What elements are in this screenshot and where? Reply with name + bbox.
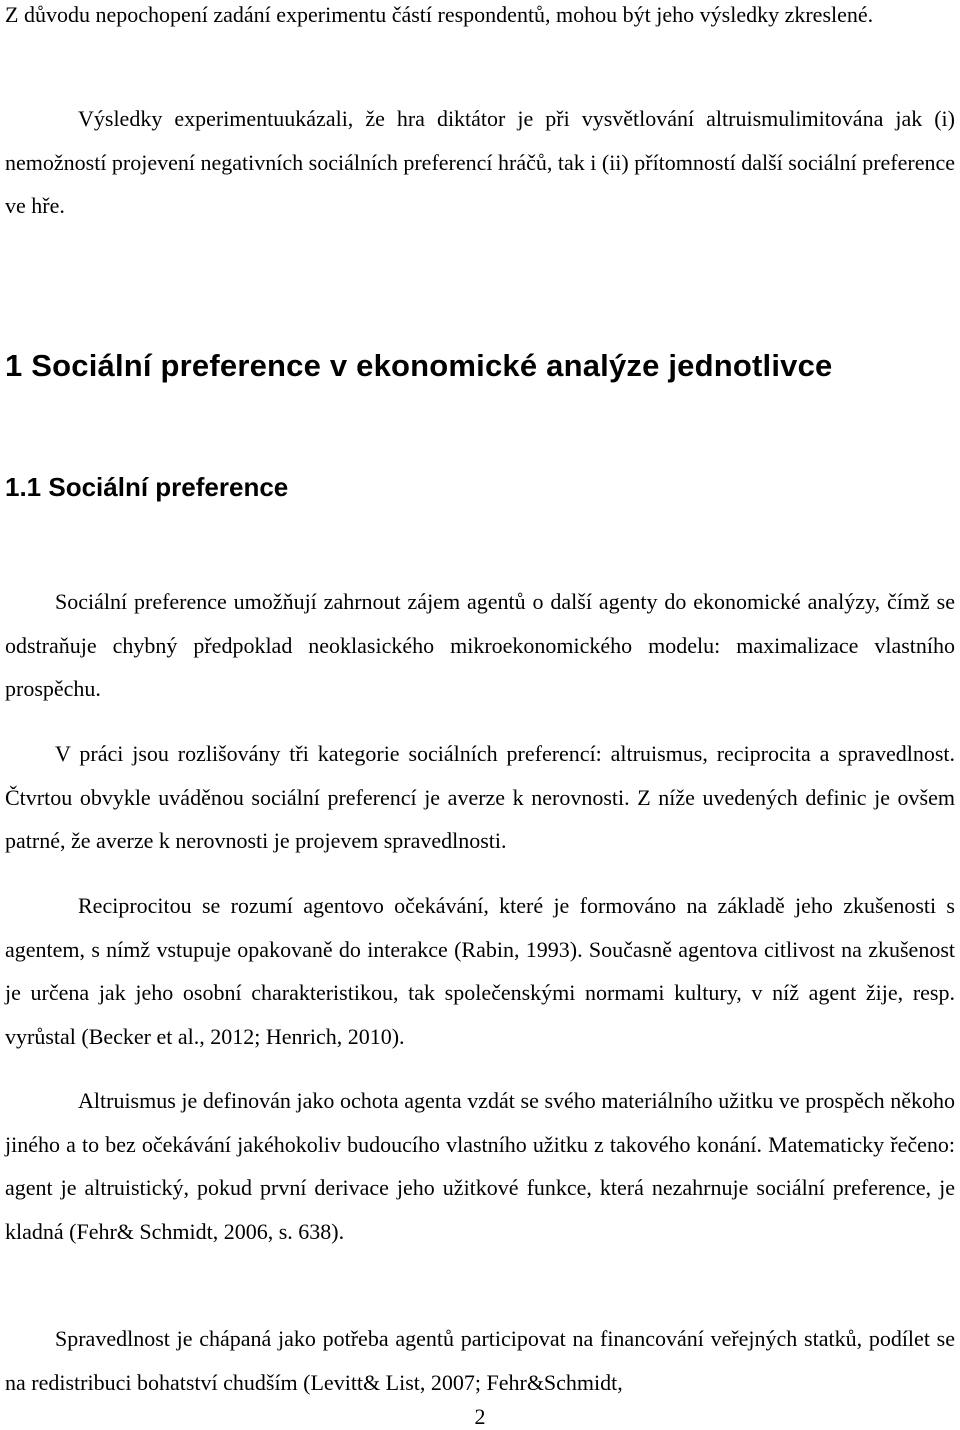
- chapter-heading: 1 Sociální preference v ekonomické analýze jednotlivce: [5, 348, 833, 383]
- intro-end-paragraph: Z důvodu nepochopení zadání experimentu částí respondentů, mohou být jeho výsledky zkreslené.: [5, 2, 874, 27]
- section-heading: 1.1 Sociální preference: [5, 472, 289, 502]
- section-paragraph-1: Sociální preference umožňují zahrnout zájem agentů o další agenty do ekonomické analýzy, čímž se odstraňuje chybný předpoklad neoklasického mikroekonomického modelu: maximalizace vlastního prospěchu.: [5, 589, 955, 701]
- section-paragraph-4-block: [5, 1079, 955, 1253]
- results-paragraph: Výsledky experimentuukázali, že hra diktátor je při vysvětlování altruismulimitována jak (i) nemožností projevení negativních sociálních preferencí hráčů, tak i (ii) přítomností další sociální preference ve hře.: [5, 106, 955, 218]
- section-paragraph-3-block: [5, 884, 955, 1058]
- section-paragraph-5-block: [5, 1317, 955, 1404]
- intro-end-block: [5, 0, 955, 37]
- results-block: [5, 97, 955, 228]
- section-paragraph-2: V práci jsou rozlišovány tři kategorie sociálních preferencí: altruismus, reciprocita a spravedlnost. Čtvrtou obvykle uváděnou sociální preferencí je averze k nerovnosti. Z níže uvedených definic je ovšem patrné, že averze k nerovnosti je projevem spravedlnosti.: [5, 741, 955, 853]
- section-paragraph-1-block: [5, 580, 955, 711]
- page-number: 2: [474, 1404, 486, 1429]
- section-paragraph-2-block: [5, 732, 955, 863]
- section-paragraph-3: Reciprocitou se rozumí agentovo očekávání, které je formováno na základě jeho zkušenosti s agentem, s nímž vstupuje opakovaně do interakce (Rabin, 1993). Současně agentova citlivost na zkušenost je určena jak jeho osobní charakteristikou, tak společenskými normami kultury, v níž agent žije, resp. vyrůstal (Becker et al., 2012; Henrich, 2010).: [5, 893, 955, 1049]
- section-paragraph-5: Spravedlnost je chápaná jako potřeba agentů participovat na financování veřejných statků, podílet se na redistribuci bohatství chudším (Levitt& List, 2007; Fehr&Schmidt,: [5, 1326, 955, 1395]
- section-paragraph-4: Altruismus je definován jako ochota agenta vzdát se svého materiálního užitku ve prospěch někoho jiného a to bez očekávání jakéhokoliv budoucího vlastního užitku z takového konání. Matematicky řečeno: agent je altruistický, pokud první derivace jeho užitkové funkce, která nezahrnuje sociální preference, je kladná (Fehr& Schmidt, 2006, s. 638).: [5, 1088, 955, 1244]
